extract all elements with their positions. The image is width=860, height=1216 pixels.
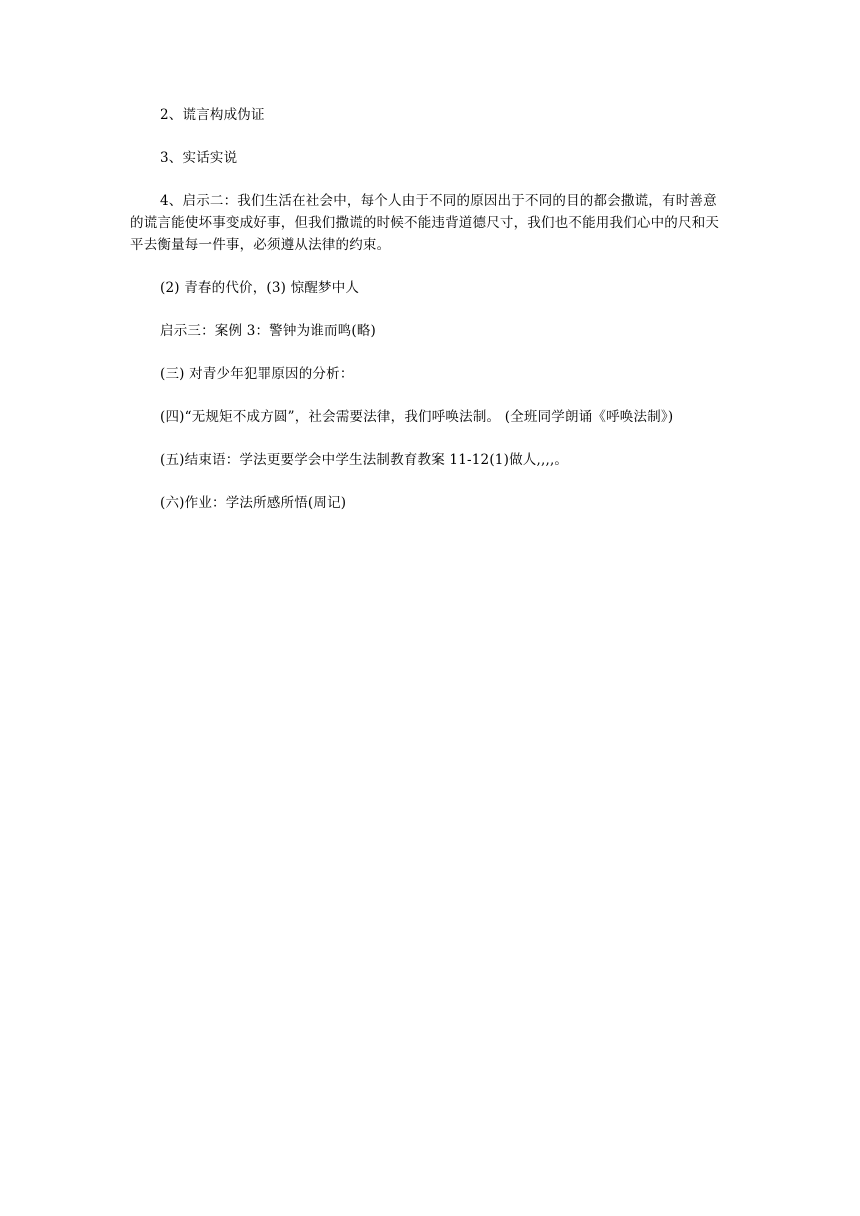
paragraph-cases: (2) 青春的代价，(3) 惊醒梦中人	[160, 280, 360, 296]
paragraph-insight-two: 4、启示二：我们生活在社会中，每个人由于不同的原因出于不同的目的都会撒谎，有时善意的谎言能使坏事变成好事，但我们撒谎的时候不能违背道德尺寸，我们也不能用我们心中的尺和天平去衡量每一件事，必须遵从法律的约束。	[130, 193, 720, 253]
paragraph-rule-of-law: (四)“无规矩不成方圆”，社会需要法律，我们呼唤法制。 (全班同学朗诵《呼唤法制》)	[160, 409, 674, 425]
paragraph-perjury: 2、谎言构成伪证	[160, 107, 265, 123]
paragraph-crime-analysis: (三) 对青少年犯罪原因的分析：	[160, 366, 354, 382]
paragraph-homework: (六)作业：学法所感所悟(周记)	[160, 495, 347, 511]
paragraph-truth: 3、实话实说	[160, 150, 238, 166]
document-body	[130, 104, 730, 514]
paragraph-conclusion: (五)结束语：学法更要学会中学生法制教育教案 11-12(1)做人,,,,。	[160, 452, 569, 468]
paragraph-insight-three: 启示三：案例 3：警钟为谁而鸣(略)	[160, 323, 377, 339]
